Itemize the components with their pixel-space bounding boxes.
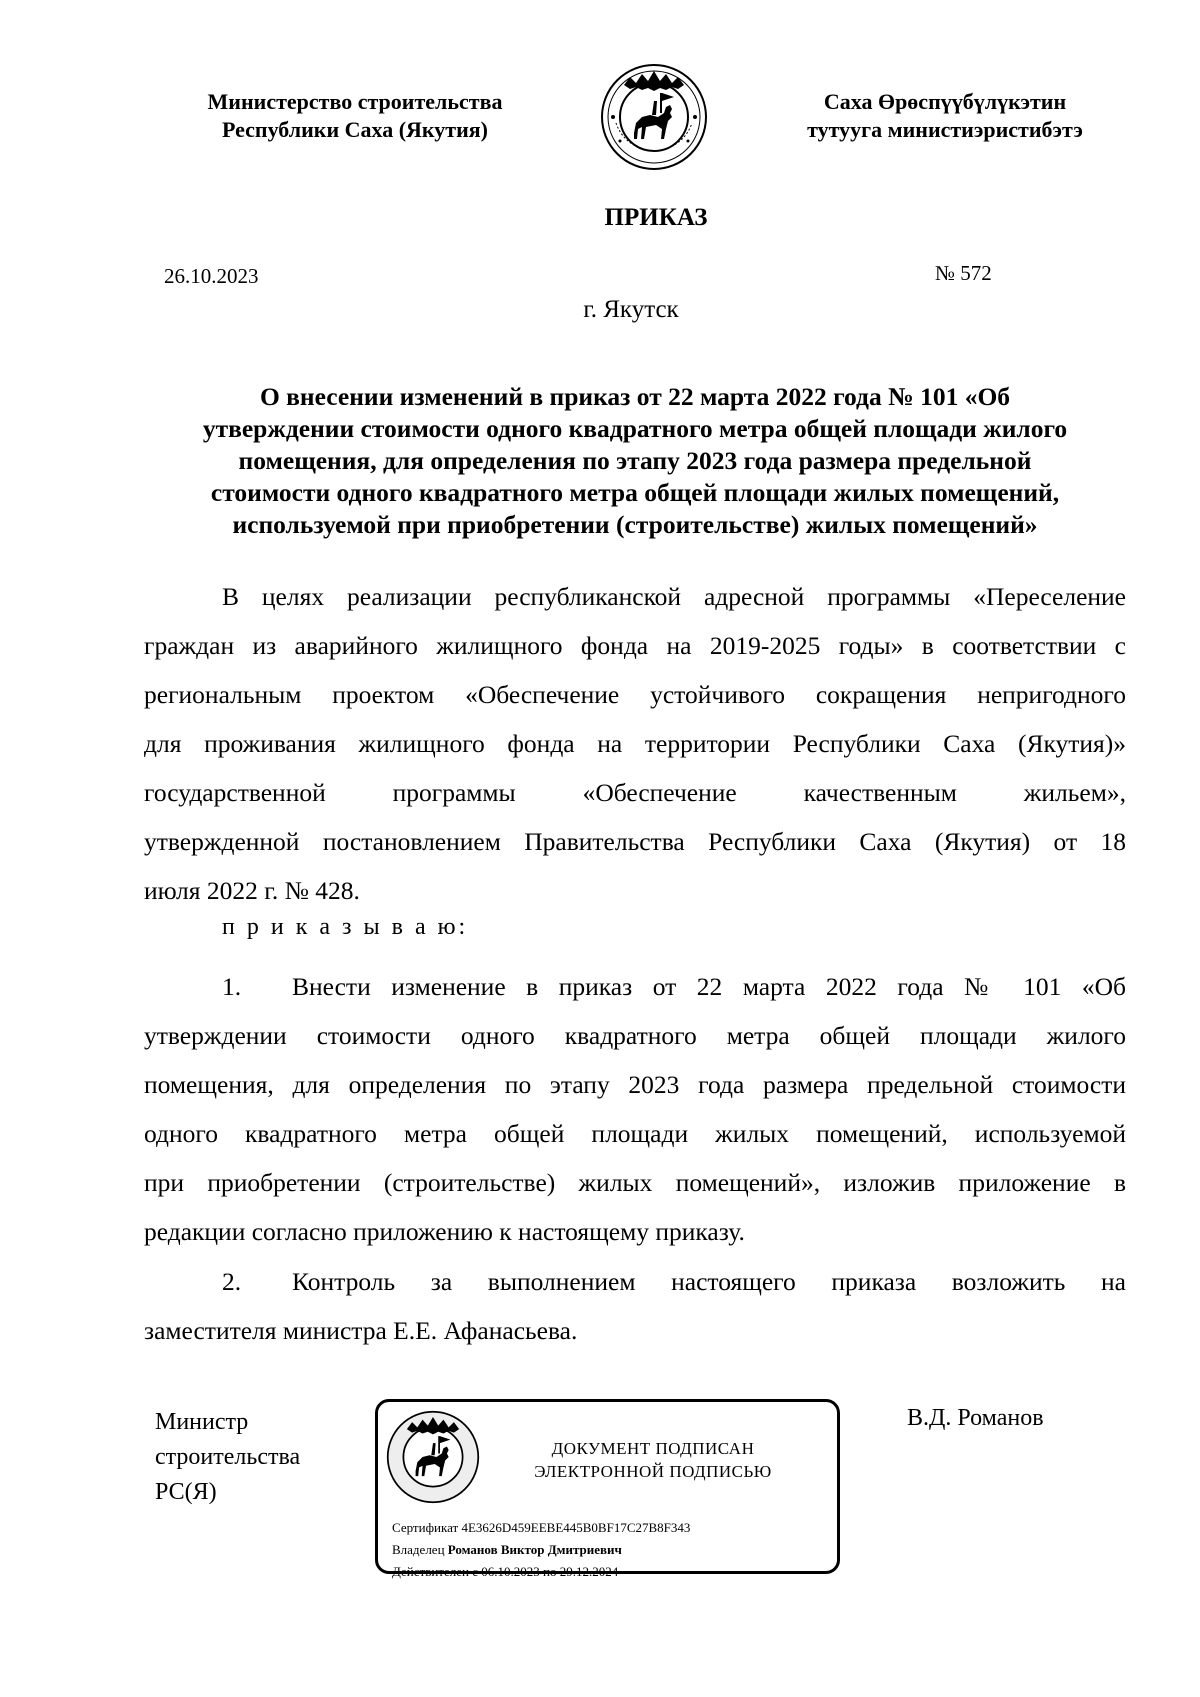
stamp-owner (392, 1542, 622, 1558)
title-line: О внесении изменений в приказ от 22 марта 2022 года № 101 «Об (259, 382, 1011, 411)
document-title (140, 381, 1130, 541)
ministry-name-sah-line2: тутууга министиэристибэтэ (807, 117, 1083, 142)
yakutia-coat-of-arms-icon (600, 63, 708, 171)
stamp-heading: ЭЛЕКТРОННОЙ ПОДПИСЬЮ (534, 1462, 772, 1481)
electronic-signature-stamp (375, 1399, 840, 1579)
order-directive: п р и к а з ы в а ю: (222, 914, 469, 940)
ministry-name-sah (760, 88, 1130, 144)
valid-label: Действителен с (392, 1564, 478, 1579)
ministry-name-ru (170, 88, 540, 144)
owner-value: Романов Виктор Дмитриевич (447, 1542, 622, 1557)
intro-paragraph (144, 572, 1126, 915)
stamp-certificate (392, 1520, 690, 1536)
item-number: 1. (222, 972, 242, 1001)
position-line: РС(Я) (155, 1479, 217, 1505)
owner-label: Владелец (392, 1542, 445, 1557)
paragraph-line: при приобретении (строительстве) жилых помещений», изложив приложение в (144, 1168, 1126, 1197)
position-line: Министр (155, 1409, 249, 1435)
title-line: помещения, для определения по этапу 2023 года размера предельной (238, 446, 1032, 475)
title-line: стоимости одного квадратного метра общей площади жилых помещений, (210, 478, 1060, 507)
signer-position (155, 1405, 300, 1510)
paragraph-line: заместителя министра Е.Е. Афанасьева. (144, 1316, 578, 1345)
ministry-name-ru-line2: Республики Саха (Якутия) (221, 117, 489, 142)
paragraph-line: государственной программы «Обеспечение качественным жильем», (144, 778, 1126, 807)
stamp-validity (392, 1564, 618, 1580)
ministry-name-sah-line1: Саха Өрөспүүбүлүкэтин (823, 89, 1067, 114)
document-city: г. Якутск (583, 296, 679, 323)
item-text: Контроль за выполнением настоящего приказа возложить на (292, 1267, 1126, 1296)
paragraph-line: одного квадратного метра общей площади жилых помещений, используемой (144, 1119, 1126, 1148)
position-line: строительства (155, 1444, 301, 1470)
item-number: 2. (222, 1267, 242, 1296)
item-text: Внести изменение в приказ от 22 марта 2022 года № 101 «Об (292, 972, 1126, 1001)
paragraph-line: июля 2022 г. № 428. (144, 876, 360, 905)
paragraph-line: В целях реализации республиканской адресной программы «Переселение (222, 582, 1126, 611)
signer-name: В.Д. Романов (907, 1405, 1044, 1431)
paragraph-line (144, 962, 1126, 1011)
paragraph-line: граждан из аварийного жилищного фонда на 2019-2025 годы» в соответствии с (144, 631, 1126, 660)
document-date: 26.10.2023 (164, 264, 259, 288)
paragraph-line: для проживания жилищного фонда на территории Республики Саха (Якутия)» (144, 729, 1126, 758)
title-line: используемой при приобретении (строительстве) жилых помещений» (232, 510, 1038, 539)
paragraph-line: региональным проектом «Обеспечение устойчивого сокращения непригодного (144, 680, 1126, 709)
stamp-heading: ДОКУМЕНТ ПОДПИСАН (551, 1439, 755, 1458)
yakutia-coat-of-arms-icon (386, 1410, 480, 1504)
paragraph-line: помещения, для определения по этапу 2023 года размера предельной стоимости (144, 1070, 1126, 1099)
title-line: утверждении стоимости одного квадратного метра общей площади жилого (202, 414, 1068, 443)
paragraph-line: утвержденной постановлением Правительства Республики Саха (Якутия) от 18 (144, 827, 1126, 856)
order-item-2 (144, 1257, 1126, 1355)
order-item-1 (144, 962, 1126, 1256)
paragraph-line (144, 1257, 1126, 1306)
paragraph-line: утверждении стоимости одного квадратного метра общей площади жилого (144, 1021, 1126, 1050)
ministry-name-ru-line1: Министерство строительства (207, 89, 503, 114)
valid-to: 29.12.2024 (559, 1564, 619, 1579)
document-type: ПРИКАЗ (604, 204, 708, 231)
certificate-value: 4E3626D459EEBE445B0BF17C27B8F343 (461, 1520, 691, 1535)
valid-to-label: по (543, 1564, 557, 1579)
paragraph-line: редакции согласно приложению к настоящему приказу. (144, 1217, 745, 1246)
certificate-label: Сертификат (392, 1520, 459, 1535)
document-number: № 572 (935, 261, 992, 285)
valid-from: 06.10.2023 (481, 1564, 540, 1579)
